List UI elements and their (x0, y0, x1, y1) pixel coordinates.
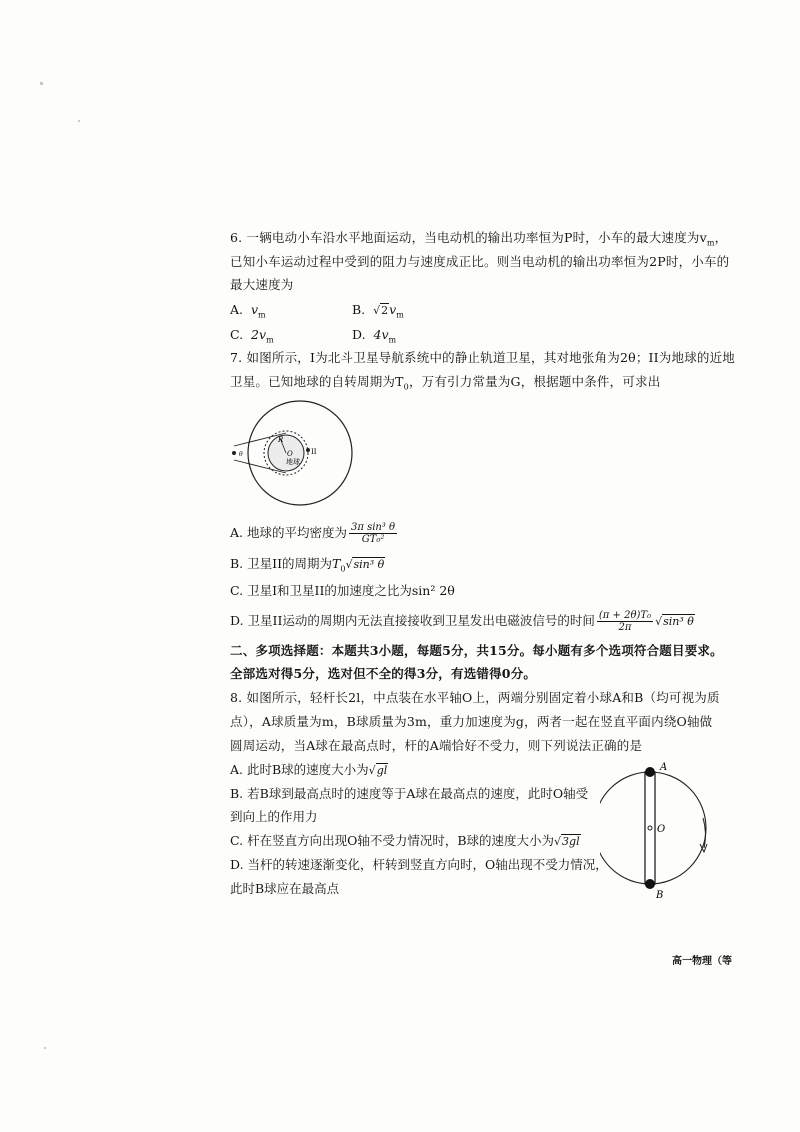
q8-option-c: C. 杆在竖直方向出现O轴不受力情况时，B球的速度大小为√3gl (230, 833, 580, 848)
ball-a (645, 767, 655, 777)
sqrt-symbol: √gl (368, 764, 388, 777)
label-a: A (660, 762, 668, 773)
fraction: $\frac{\text{(π + 2θ)T₀}}{2\pi}$ (598, 610, 652, 633)
q8-option-b-line-1: B. 若B球到最高点时的速度等于A球在最高点的速度，此时O轴受 (230, 786, 589, 801)
satellite-i-dot (232, 451, 236, 455)
q8-line-1: 8. 如图所示，轻杆长2l，中点装在水平轴O上，两端分别固定着小球A和B（均可视为质 (230, 690, 720, 705)
sqrt-symbol: √sin³ θ (345, 558, 385, 571)
q7-option-d: D. 卫星II运动的周期内无法直接接收到卫星发出电磁波信号的时间 $\frac{\text{(π + 2θ)T₀}}{2\pi}$ √sin³ θ (230, 610, 694, 633)
scan-speck (40, 82, 43, 85)
q7-line-1: 7. 如图所示，I为北斗卫星导航系统中的静止轨道卫星，其对地张角为2θ；II为地球的近地 (230, 350, 735, 365)
sqrt-symbol: √3gl (554, 835, 580, 848)
q8-line-3: 圆周运动，当A球在最高点时，杆的A端恰好不受力，则下列说法正确的是 (230, 738, 643, 753)
label-theta: θ (239, 451, 243, 458)
scan-speck (78, 120, 80, 122)
q6-option-c: C. $2v_m$ (230, 327, 274, 345)
label-o: O (287, 450, 293, 458)
q8-option-a: A. 此时B球的速度大小为√gl (230, 762, 388, 777)
page-footer: 高一物理（等 (672, 956, 732, 967)
label-satellite-ii: II (311, 448, 317, 456)
satellite-orbit-diagram (228, 398, 368, 508)
q8-line-2: 点），A球质量为m，B球质量为3m，重力加速度为g，两者一起在竖直平面内绕O轴做 (230, 714, 713, 729)
axis-o (648, 826, 652, 830)
sqrt-symbol: √sin³ θ (655, 615, 694, 628)
sqrt-symbol: √2 (373, 304, 389, 317)
q7-option-a: A. 地球的平均密度为 $\frac{\text{3π sin³ θ}}{\text{GT₀²}}$ (230, 522, 396, 545)
q7-option-b: B. 卫星II的周期为$T_0√\sin^3$ θ (230, 556, 385, 574)
q7-option-c: C. 卫星I和卫星II的加速度之比为sin² 2θ (230, 583, 455, 598)
q7-line-2: 卫星。已知地球的自转周期为$T_0$，万有引力常量为G，根据题中条件，可求出 (230, 374, 661, 392)
q8-option-d-line-1: D. 当杆的转速逐渐变化，杆转到竖直方向时，O轴出现不受力情况， (230, 857, 608, 872)
q6-option-a: A. $v_m$ (230, 302, 266, 320)
q8-option-b-line-2: 到向上的作用力 (230, 809, 318, 824)
section-2-heading: 二、多项选择题：本题共3小题，每题5分，共15分。每小题有多个选项符合题目要求。 (230, 643, 723, 658)
q6-line-3: 最大速度为 (230, 277, 294, 292)
q6-option-d: D. $4v_m$ (352, 327, 397, 345)
q6-option-b: B. $√2v_m$ (352, 302, 404, 320)
satellite-ii-dot (306, 448, 310, 452)
q8-option-d-line-2: 此时B球应在最高点 (230, 881, 340, 896)
rotating-rod-diagram (600, 760, 710, 900)
label-r: R (278, 436, 284, 444)
label-earth: 地球 (286, 458, 300, 466)
fraction: $\frac{\text{3π sin³ θ}}{\text{GT₀²}}$ (350, 522, 396, 545)
label-b: B (656, 890, 664, 900)
section-2-instructions: 全部选对得5分，选对但不全的得3分，有选错得0分。 (230, 666, 537, 681)
q6-line-1: 6. 一辆电动小车沿水平地面运动，当电动机的输出功率恒为P时，小车的最大速度为$v_m$， (230, 230, 728, 248)
q6-line-2: 已知小车运动过程中受到的阻力与速度成正比。则当电动机的输出功率恒为2P时，小车的 (230, 254, 730, 269)
label-o: O (657, 824, 666, 835)
ball-b (645, 879, 655, 889)
scan-speck (44, 1047, 46, 1049)
